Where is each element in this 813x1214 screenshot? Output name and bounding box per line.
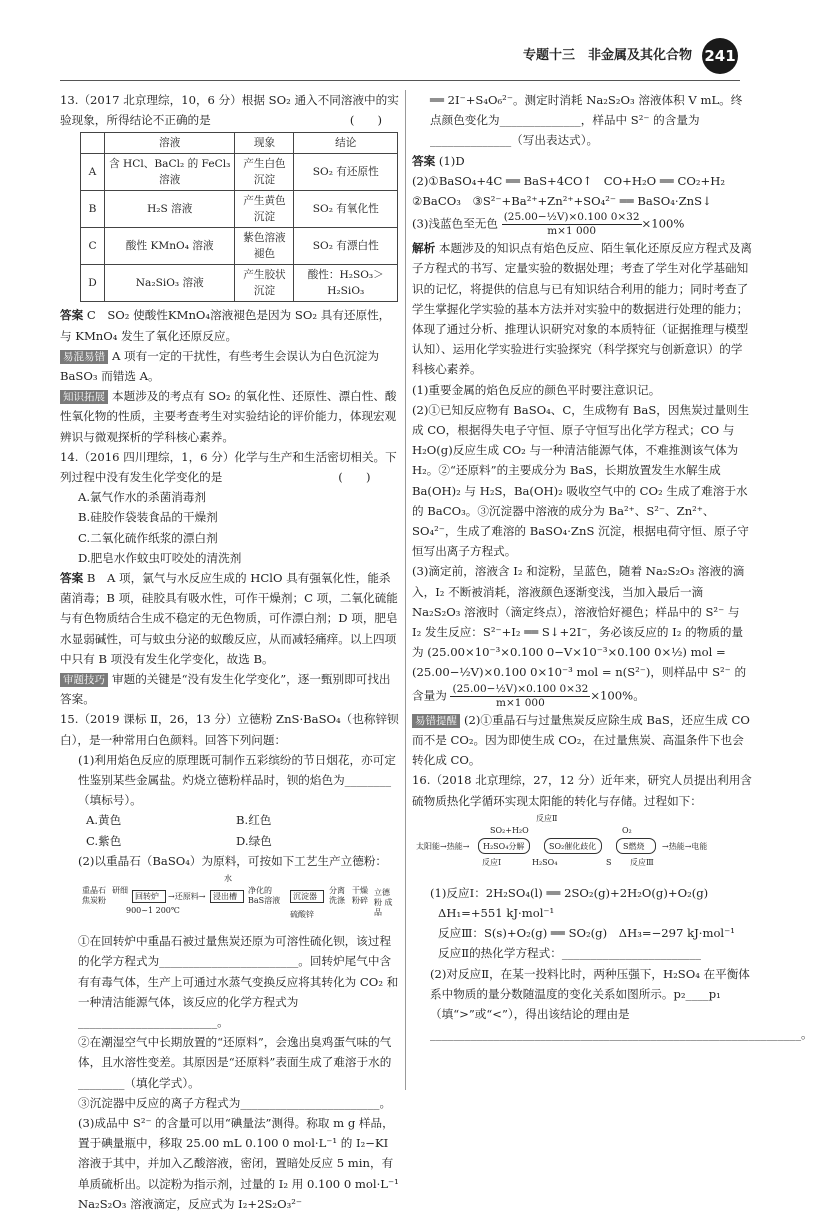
q15-answer-line: (2)①BaSO₄+4C ══ BaS+4CO↑ CO+H₂O ══ CO₂+H₂ — [412, 173, 725, 188]
table-cell: Na₂SiO₃ 溶液 — [105, 265, 235, 302]
flow-label: 分离 — [329, 886, 345, 896]
q14-answer — [60, 568, 400, 669]
cycle-label: O₂ — [622, 825, 632, 835]
q15-option: D.绿色 — [236, 833, 272, 848]
q15-option: C.紫色 — [86, 833, 122, 848]
q15-option: B.红色 — [236, 813, 272, 828]
q13-table — [80, 132, 398, 302]
cycle-box-label: SO₂催化歧化 — [549, 841, 597, 851]
cycle-label: 反应Ⅲ — [630, 857, 654, 867]
column-divider — [405, 90, 406, 1090]
q15-part2-3: ③沉淀器中反应的离子方程式为________________________。 — [78, 1095, 392, 1110]
flow-label: 干燥 — [352, 886, 368, 896]
cycle-label: 太阳能→热能→ — [416, 841, 470, 851]
table-row — [81, 265, 398, 302]
section-title: 专题十三 非金属及其化合物 — [522, 48, 692, 63]
answer-text: C SO₂ 使酸性KMnO₄溶液褪色是因为 SO₂ 具有还原性，与 KMnO₄ 发生了氧化还原反应。 — [60, 308, 391, 343]
q16-part1-line: 反应Ⅲ：S(s)+O₂(g) ══ SO₂(g) ΔH₃=−297 kJ·mol⁻¹ — [438, 926, 735, 941]
q15-part2: (2)以重晶石（BaSO₄）为原料，可按如下工艺生产立德粉： — [78, 853, 388, 868]
flow-label: 焦炭粉 — [82, 896, 106, 906]
q16-part1: (1)反应Ⅰ：2H₂SO₄(l) ══ 2SO₂(g)+2H₂O(g)+O₂(g) — [430, 885, 709, 900]
tip-text: (2)①重晶石与过量焦炭反应除生成 BaS，还应生成 CO 而不是 CO₂。因为即使生成 CO₂，在过量焦炭、高温条件下也会转化成 CO。 — [412, 712, 750, 768]
q15-options — [60, 831, 400, 851]
q15-part3: (3)成品中 S²⁻ 的含量可以用“碘量法”测得。称取 m g 样品，置于碘量瓶中，移取 25.00 mL 0.100 0 mol·L⁻¹ 的 I₂−KI 溶液于其中，并加入乙酸溶液，密闭，置暗处反应 5 min，有单质硫析出。以淀粉为指示剂，过量的 I₂ 用 0.100 0 mol·L⁻¹ Na₂S₂O₃ 溶液滴定，反应式为 I₂+2S₂O₃²⁻ — [78, 1115, 399, 1211]
table-cell: 产生胶状沉淀 — [235, 265, 294, 302]
table-cell: H₂S 溶液 — [105, 191, 235, 228]
q15-analysis-line: (1)重要金属的焰色反应的颜色平时要注意识记。 — [412, 382, 661, 397]
q15-options — [60, 810, 400, 830]
q15-part2-2: ②在潮湿空气中长期放置的“还原料”，会逸出臭鸡蛋气味的气体，且水溶性变差。其原因是“还原料”表面生成了难溶于水的________（填化学式）。 — [78, 1035, 392, 1090]
q13-question: 13.（2017 北京理综，10，6 分）根据 SO₂ 通入不同溶液中的实验现象，所得结论不正确的是 ( ) — [60, 93, 399, 128]
q14-option: C.二氧化硫作纸浆的漂白剂 — [78, 530, 218, 545]
table-cell: 产生黄色沉淀 — [235, 191, 294, 228]
left-column — [60, 90, 400, 1214]
process-flow-diagram — [82, 874, 400, 928]
q15-error-tip — [412, 710, 752, 771]
q16-question: 16.（2018 北京理综，27，12 分）近年来，研究人员提出利用含硫物质热化学循环实现太阳能的转化与存储。过程如下： — [412, 773, 752, 808]
q15-analysis — [412, 238, 752, 379]
flow-box — [132, 890, 166, 903]
cycle-box-label: S燃烧 — [623, 841, 645, 851]
cycle-box — [478, 838, 530, 854]
q14-tip — [60, 669, 400, 709]
analysis-label: 解析 — [412, 241, 436, 256]
table-cell: 紫色溶液褪色 — [235, 228, 294, 265]
q16-part1-line: ΔH₁=+551 kJ·mol⁻¹ — [438, 905, 555, 920]
answer-text: (3)浅蓝色至无色 — [412, 216, 498, 231]
table-header-cell — [81, 133, 105, 154]
table-cell: 含 HCl、BaCl₂ 的 FeCl₃ 溶液 — [105, 154, 235, 191]
tag-label: 知识拓展 — [60, 390, 108, 404]
flow-label: 重晶石 — [82, 886, 106, 896]
cycle-label: →热能→电能 — [662, 841, 708, 851]
q13-answer — [60, 305, 400, 345]
q14-option: A.氯气作水的杀菌消毒剂 — [78, 490, 206, 505]
q13-tip-confusion — [60, 346, 400, 386]
flow-label: 研细 — [112, 886, 128, 896]
table-row — [81, 228, 398, 265]
analysis-text: ×100%。 — [590, 688, 645, 703]
sulfur-cycle-diagram — [416, 814, 752, 880]
cycle-box — [616, 838, 656, 854]
tag-label: 易混易错 — [60, 350, 108, 364]
q14-question: 14.（2016 四川理综，1，6 分）化学与生产和生活密切相关。下列过程中没有发生化学变化的是 ( ) — [60, 449, 397, 485]
fraction — [502, 211, 642, 238]
table-cell: SO₂ 有漂白性 — [294, 228, 398, 265]
flow-box-label: 回转炉 — [135, 892, 159, 902]
flow-label: 净化的 BaS溶液 — [248, 886, 281, 906]
q14-option: D.肥皂水作蚊虫叮咬处的清洗剂 — [78, 550, 242, 565]
table-cell: D — [81, 265, 105, 302]
table-header-cell: 溶液 — [105, 133, 235, 154]
q15-analysis-line: (2)①已知反应物有 BaSO₄、C，生成物有 BaS，因焦炭过量则生成 CO，根据得失电子守恒、原子守恒写出化学方程式；CO 与 H₂O(g)反应生成 CO₂ 与一种清洁能源气体，不难推测该气体为 H₂。②“还原料”的主要成分为 BaS，长期放置发生水解生成 Ba(OH)₂ 与 H₂S，Ba(OH)₂ 吸收空气中的 CO₂ 生成了难溶于水的 BaCO₃。③沉淀器中溶液的成分为 Ba²⁺、S²⁻、Zn²⁺、SO₄²⁻，生成了难溶的 BaSO₄·ZnS 沉淀，根据电荷守恒、原子守恒写出离子方程式。 — [412, 402, 750, 559]
q15-part1: (1)利用焰色反应的原理既可制作五彩缤纷的节日烟花，亦可定性鉴别某些金属盐。灼烧立德粉样品时，钡的焰色为________（填标号）。 — [78, 752, 396, 808]
q15-analysis-line — [412, 561, 752, 709]
flow-box — [290, 890, 324, 903]
q15-question: 15.（2019 课标 Ⅱ，26，13 分）立德粉 ZnS·BaSO₄（也称锌钡白），是一种常用白色颜料。回答下列问题： — [60, 712, 399, 747]
table-header-cell: 现象 — [235, 133, 294, 154]
table-cell: A — [81, 154, 105, 191]
flow-label: 粉碎 — [352, 896, 368, 906]
q15-answer — [412, 151, 752, 171]
cycle-label: S — [606, 857, 612, 867]
page-header — [0, 30, 800, 86]
tip-text: 本题涉及的考点有 SO₂ 的氧化性、还原性、漂白性、酸性氧化物的性质，主要考查考生对实验结论的评价能力，体现宏观辨识与微观探析的学科核心素养。 — [60, 389, 397, 444]
q15-part3-continued: ══ 2I⁻+S₄O₆²⁻。测定时消耗 Na₂S₂O₃ 溶液体积 V mL。终点颜色变化为______________，样品中 S²⁻ 的含量为______________（写出表达式）。 — [430, 93, 743, 148]
flow-label: 洗涤 — [329, 896, 345, 906]
cycle-box-label: H₂SO₄分解 — [483, 841, 525, 851]
answer-label: 答案 — [60, 571, 84, 586]
table-cell: 产生白色沉淀 — [235, 154, 294, 191]
flow-box-label: 沉淀器 — [293, 892, 317, 902]
q15-answer-line — [412, 211, 752, 238]
table-cell: SO₂ 有氧化性 — [294, 191, 398, 228]
tip-text: A 项有一定的干扰性，有些考生会误认为白色沉淀为 BaSO₃ 而错选 A。 — [60, 348, 380, 384]
flow-label: 立德粉 成品 — [374, 888, 393, 918]
table-row — [81, 154, 398, 191]
flow-box-label: 浸出槽 — [213, 892, 237, 902]
flow-label: 900~1 200℃ — [126, 906, 180, 916]
table-header-cell: 结论 — [294, 133, 398, 154]
table-cell: SO₂ 有还原性 — [294, 154, 398, 191]
q14-option: B.硅胶作袋装食品的干燥剂 — [78, 510, 218, 525]
answer-text: B A 项，氯气与水反应生成的 HClO 具有强氧化性，能杀菌消毒；B 项，硅胶具有吸水性，可作干燥剂；C 项，二氧化硫能与有色物质结合生成不稳定的无色物质，可作漂白剂；D 项，肥皂水显弱碱性，可与蚊虫分泌的蚁酸反应，从而减轻痛痒。以上四项中只有 B 项没有发生化学变化，故选 B。 — [60, 571, 398, 666]
q16-part1-line: 反应Ⅱ的热化学方程式：________________________ — [438, 946, 701, 961]
cycle-label: H₂SO₄ — [532, 857, 558, 867]
cycle-label: 反应Ⅱ — [536, 813, 558, 823]
tag-label: 审题技巧 — [60, 673, 108, 687]
answer-text: ×100% — [641, 216, 685, 231]
flow-label: 硫酸锌 — [290, 910, 314, 920]
flow-label: 水 — [224, 874, 232, 884]
answer-text: (1)D — [438, 153, 465, 168]
answer-label: 答案 — [60, 308, 84, 323]
answer-label: 答案 — [412, 153, 436, 168]
table-row — [81, 191, 398, 228]
tip-text: 审题的关键是“没有发生化学变化”，逐一甄别即可找出答案。 — [60, 672, 391, 707]
q15-part2-1: ①在回转炉中重晶石被过量焦炭还原为可溶性硫化钡，该过程的化学方程式为________________________。回转炉尾气中含有有毒气体，生产上可通过水蒸气变换反应将其转化为 CO₂ 和一种清洁能源气体，该反应的化学方程式为________________________。 — [78, 934, 399, 1029]
fraction-numerator: (25.00−½V)×0.100 0×32 — [503, 211, 640, 224]
q15-answer-line: ②BaCO₃ ③S²⁻+Ba²⁺+Zn²⁺+SO₄²⁻ ══ BaSO₄·ZnS↓ — [412, 194, 712, 209]
analysis-text: (3)滴定前，溶液含 I₂ 和淀粉，呈蓝色，随着 Na₂S₂O₃ 溶液的滴入，I₂ 不断被消耗，溶液颜色逐渐变浅，当加入最后一滴 Na₂S₂O₃ 溶液时（滴定终点），溶液恰好褪色；样品中的 S²⁻ 与 I₂ 发生反应：S²⁻+I₂ ══ S↓+2I⁻，务必该反应的 I₂ 的物质的量为 (25.00×10⁻³×0.100 0−V×10⁻³×0.100 0×½) mol = (25.00−½V)×0.100 0×10⁻³ mol = n(S²⁻)，则样品中 S²⁻ 的含量为 — [412, 564, 747, 703]
page-number: 241 — [702, 38, 738, 74]
fraction — [450, 683, 590, 710]
cycle-label: SO₂+H₂O — [490, 825, 529, 835]
table-cell: 酸性 KMnO₄ 溶液 — [105, 228, 235, 265]
tag-label: 易错提醒 — [412, 714, 460, 728]
fraction-denominator: m×1 000 — [495, 696, 545, 709]
cycle-box — [544, 838, 602, 854]
q13-tip-extension — [60, 386, 400, 447]
fraction-denominator: m×1 000 — [547, 225, 597, 238]
table-cell: 酸性：H₂SO₃＞H₂SiO₃ — [294, 265, 398, 302]
header-divider — [60, 80, 740, 81]
right-column — [412, 90, 813, 1044]
q15-option: A.黄色 — [86, 813, 122, 828]
analysis-text: 本题涉及的知识点有焰色反应、陌生氧化还原反应方程式及离子方程式的书写、定量实验的数据处理；考查了学生对化学基础知识的记忆，将提供的信息与已有知识结合利用的能力；同时考查了学生掌握化学实验的基本方法并对实验中的数据进行处理的能力；体现了通过分析、推理认识研究对象的本质特征（证据推理与模型认知）、运用化学实验进行实验探究（科学探究与创新意识）的学科核心素养。 — [412, 241, 752, 377]
table-header-row — [81, 133, 398, 154]
table-cell: B — [81, 191, 105, 228]
flow-box — [210, 890, 244, 903]
fraction-numerator: (25.00−½V)×0.100 0×32 — [452, 682, 589, 695]
table-cell: C — [81, 228, 105, 265]
flow-label: →还原料→ — [168, 892, 206, 902]
q16-part2: (2)对反应Ⅱ，在某一投料比时，两种压强下，H₂SO₄ 在平衡体系中物质的量分数随温度的变化关系如图所示。p₂____p₁（填“>”或“<”），得出该结论的理由是________________________________________________________________。 — [430, 966, 813, 1042]
cycle-label: 反应Ⅰ — [482, 857, 502, 867]
